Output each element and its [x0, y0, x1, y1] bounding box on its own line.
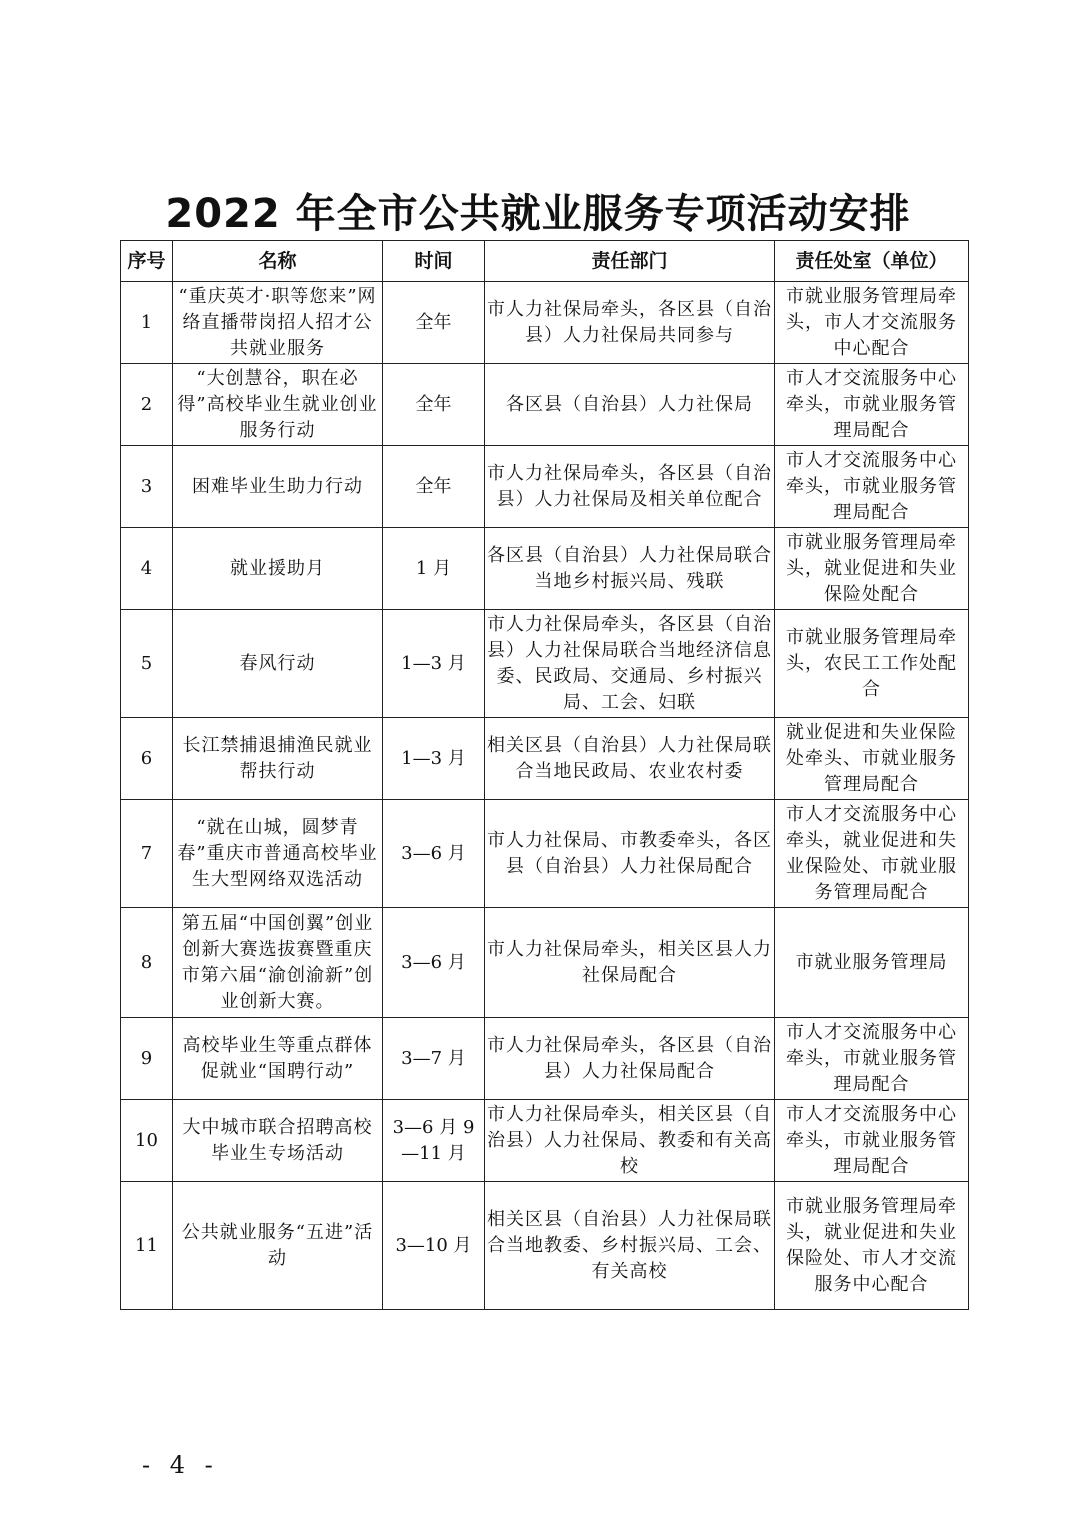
cell-department: 市人力社保局、市教委牵头，各区县（自治县）人力社保局配合 [485, 800, 775, 908]
table-row [121, 1018, 969, 1100]
document-title: 2022 年全市公共就业服务专项活动安排 [165, 191, 911, 237]
table-row [121, 908, 969, 1018]
cell-department: 市人力社保局牵头，各区县（自治县）人力社保局共同参与 [485, 282, 775, 364]
cell-department: 相关区县（自治县）人力社保局联合当地民政局、农业农村委 [485, 718, 775, 800]
cell-unit: 市人才交流服务中心牵头，市就业服务管理局配合 [775, 364, 969, 446]
table-row [121, 1100, 969, 1182]
cell-department: 相关区县（自治县）人力社保局联合当地教委、乡村振兴局、工会、有关高校 [485, 1182, 775, 1310]
cell-time: 1—3 月 [383, 718, 485, 800]
cell-time: 3—10 月 [383, 1182, 485, 1310]
table-row [121, 610, 969, 718]
cell-name: 公共就业服务“五进”活动 [173, 1182, 383, 1310]
cell-number: 6 [121, 718, 173, 800]
cell-number: 3 [121, 446, 173, 528]
cell-name: 困难毕业生助力行动 [173, 446, 383, 528]
page-number: - 4 - [142, 1451, 219, 1479]
header-name: 名称 [173, 241, 383, 282]
cell-unit: 市就业服务管理局牵头，农民工工作处配合 [775, 610, 969, 718]
cell-unit: 就业促进和失业保险处牵头、市就业服务管理局配合 [775, 718, 969, 800]
cell-name: “大创慧谷，职在必得”高校毕业生就业创业服务行动 [173, 364, 383, 446]
header-unit: 责任处室（单位） [775, 241, 969, 282]
cell-number: 5 [121, 610, 173, 718]
cell-number: 7 [121, 800, 173, 908]
cell-time: 3—6 月 [383, 800, 485, 908]
header-department: 责任部门 [485, 241, 775, 282]
cell-unit: 市人才交流服务中心牵头，市就业服务管理局配合 [775, 446, 969, 528]
cell-number: 9 [121, 1018, 173, 1100]
cell-number: 4 [121, 528, 173, 610]
cell-time: 1 月 [383, 528, 485, 610]
cell-name: 第五届“中国创翼”创业创新大赛选拔赛暨重庆市第六届“渝创渝新”创业创新大赛。 [173, 908, 383, 1018]
cell-department: 各区县（自治县）人力社保局联合当地乡村振兴局、残联 [485, 528, 775, 610]
table-row [121, 528, 969, 610]
table-row [121, 1182, 969, 1310]
table-row [121, 282, 969, 364]
cell-department: 各区县（自治县）人力社保局 [485, 364, 775, 446]
cell-time: 3—6 月 [383, 908, 485, 1018]
cell-name: 长江禁捕退捕渔民就业帮扶行动 [173, 718, 383, 800]
table-row [121, 800, 969, 908]
cell-unit: 市就业服务管理局牵头，就业促进和失业保险处、市人才交流服务中心配合 [775, 1182, 969, 1310]
cell-name: 高校毕业生等重点群体促就业“国聘行动” [173, 1018, 383, 1100]
activity-schedule-table [120, 240, 969, 1310]
cell-time: 全年 [383, 364, 485, 446]
cell-time: 3—7 月 [383, 1018, 485, 1100]
cell-unit: 市人才交流服务中心牵头，市就业服务管理局配合 [775, 1100, 969, 1182]
cell-department: 市人力社保局牵头，各区县（自治县）人力社保局及相关单位配合 [485, 446, 775, 528]
cell-name: “重庆英才·职等您来”网络直播带岗招人招才公共就业服务 [173, 282, 383, 364]
cell-department: 市人力社保局牵头，各区县（自治县）人力社保局联合当地经济信息委、民政局、交通局、乡村振兴局、工会、妇联 [485, 610, 775, 718]
cell-number: 11 [121, 1182, 173, 1310]
cell-unit: 市就业服务管理局 [775, 908, 969, 1018]
cell-unit: 市就业服务管理局牵头，市人才交流服务中心配合 [775, 282, 969, 364]
cell-time: 1—3 月 [383, 610, 485, 718]
table-row [121, 718, 969, 800]
cell-number: 10 [121, 1100, 173, 1182]
cell-time: 全年 [383, 282, 485, 364]
cell-name: 就业援助月 [173, 528, 383, 610]
cell-time: 3—6 月 9—11 月 [383, 1100, 485, 1182]
cell-name: 大中城市联合招聘高校毕业生专场活动 [173, 1100, 383, 1182]
cell-department: 市人力社保局牵头，相关区县人力社保局配合 [485, 908, 775, 1018]
cell-department: 市人力社保局牵头，各区县（自治县）人力社保局配合 [485, 1018, 775, 1100]
header-time: 时间 [383, 241, 485, 282]
cell-department: 市人力社保局牵头，相关区县（自治县）人力社保局、教委和有关高校 [485, 1100, 775, 1182]
cell-time: 全年 [383, 446, 485, 528]
table-row [121, 364, 969, 446]
cell-number: 2 [121, 364, 173, 446]
table-header-row [121, 241, 969, 282]
cell-name: 春风行动 [173, 610, 383, 718]
cell-unit: 市就业服务管理局牵头，就业促进和失业保险处配合 [775, 528, 969, 610]
cell-unit: 市人才交流服务中心牵头，市就业服务管理局配合 [775, 1018, 969, 1100]
cell-unit: 市人才交流服务中心牵头，就业促进和失业保险处、市就业服务管理局配合 [775, 800, 969, 908]
header-number: 序号 [121, 241, 173, 282]
cell-name: “就在山城，圆梦青春”重庆市普通高校毕业生大型网络双选活动 [173, 800, 383, 908]
cell-number: 1 [121, 282, 173, 364]
table-row [121, 446, 969, 528]
cell-number: 8 [121, 908, 173, 1018]
